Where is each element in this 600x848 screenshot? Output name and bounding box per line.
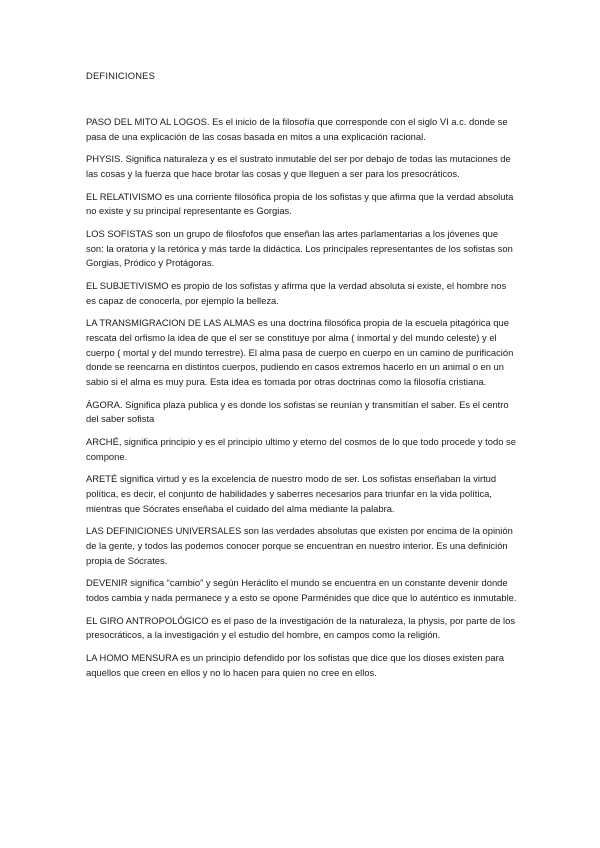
definition-paragraph-physis: PHYSIS. Significa naturaleza y es el sustrato inmutable del ser por debajo de todas las mutaciones de las cosas y la fuerza que hace brotar las cosas y que lleguen a ser para los presocráticos. [86,153,511,179]
definition-paragraph-devenir: DEVENIR significa “cambio” y según Heráclito el mundo se encuentra en un constante devenir donde todos cambia y nada permanece y a esto se opone Parménides que dice que lo auténtico es inmutable. [86,577,517,603]
definition-paragraph-arete: ARETÉ significa virtud y es la excelencia de nuestro modo de ser. Los sofistas enseñaban la virtud política, es decir, el conjunto de habilidades y saberres necesarios para triunfar en la vida política, mientras que Sócrates enseñaba el cuidado del alma mediante la palabra. [86,473,497,514]
definition-paragraph-giro-antropologico: EL GIRO ANTROPOLÓGICO es el paso de la investigación de la naturaleza, la physis, por parte de los presocráticos, a la investigación y el estudio del hombre, en campos como la religión. [86,614,516,641]
definition-paragraph-arche: ARCHÉ, significa principio y es el principio ultimo y eterno del cosmos de lo que todo procede y todo se compone. [86,436,516,462]
definition-paragraph-sofistas: LOS SOFISTAS son un grupo de filosfofos que enseñan las artes parlamentarias a los jóvenes que son: la oratoria y la retórica y más tarde la didáctica. Los principales representantes de los sofistas son Gorgias, Pródico y Protágoras. [86,228,513,269]
definition-paragraph-agora: ÁGORA. Significa plaza publica y es donde los sofistas se reunían y transmitían el saber. Es el centro del saber sofista [86,398,509,425]
definition-paragraph-homo-mensura: LA HOMO MENSURA es un principio defendido por los sofistas que dice que los dioses existen para aquellos que creen en ellos y no lo hacen para quien no cree en ellos. [86,652,504,678]
definition-paragraph-subjetivismo: EL SUBJETIVISMO es propio de los sofistas y afirma que la verdad absoluta si existe, el hombre nos es capaz de conocerla, por ejemplo la belleza. [86,280,507,306]
document-page [86,69,518,688]
definition-paragraph-definiciones-universales: LAS DEFINICIONES UNIVERSALES son las verdades absolutas que existen por encima de la opinión de la gente, y todos las podemos conocer porque se encuentran en nuestro interior. Es una definición propia de Sócrates. [86,525,513,566]
definition-paragraph-paso-del-mito-al-logos: PASO DEL MITO AL LOGOS. Es el inicio de la filosofía que corresponde con el siglo VI a.c. donde se pasa de una explicación de las cosas basada en mitos a una explicación racional. [86,116,508,142]
definition-paragraph-transmigracion: LA TRANSMIGRACION DE LAS ALMAS es una doctrina filosófica propia de la escuela pitagórica que rescata del orfismo la idea de que el ser se constituye por alma ( inmortal y del mundo celeste) y el cuerpo ( mortal y del mundo terrestre). El alma pasa de cuerpo en cuerpo en un camino de purificación donde se reencarna en distintos cuerpos, pudiendo en casos extremos hacerlo en un animal o en un sabio si el alma es muy pura. Esta idea es tomada por otras doctrinas como la filosofía cristiana. [86,317,514,387]
document-title: DEFINICIONES [86,70,156,81]
definition-paragraph-relativismo: EL RELATIVISMO es una corriente filosófica propia de los sofistas y que afirma que la verdad absoluta no existe y su principal representante es Gorgias. [86,190,514,217]
